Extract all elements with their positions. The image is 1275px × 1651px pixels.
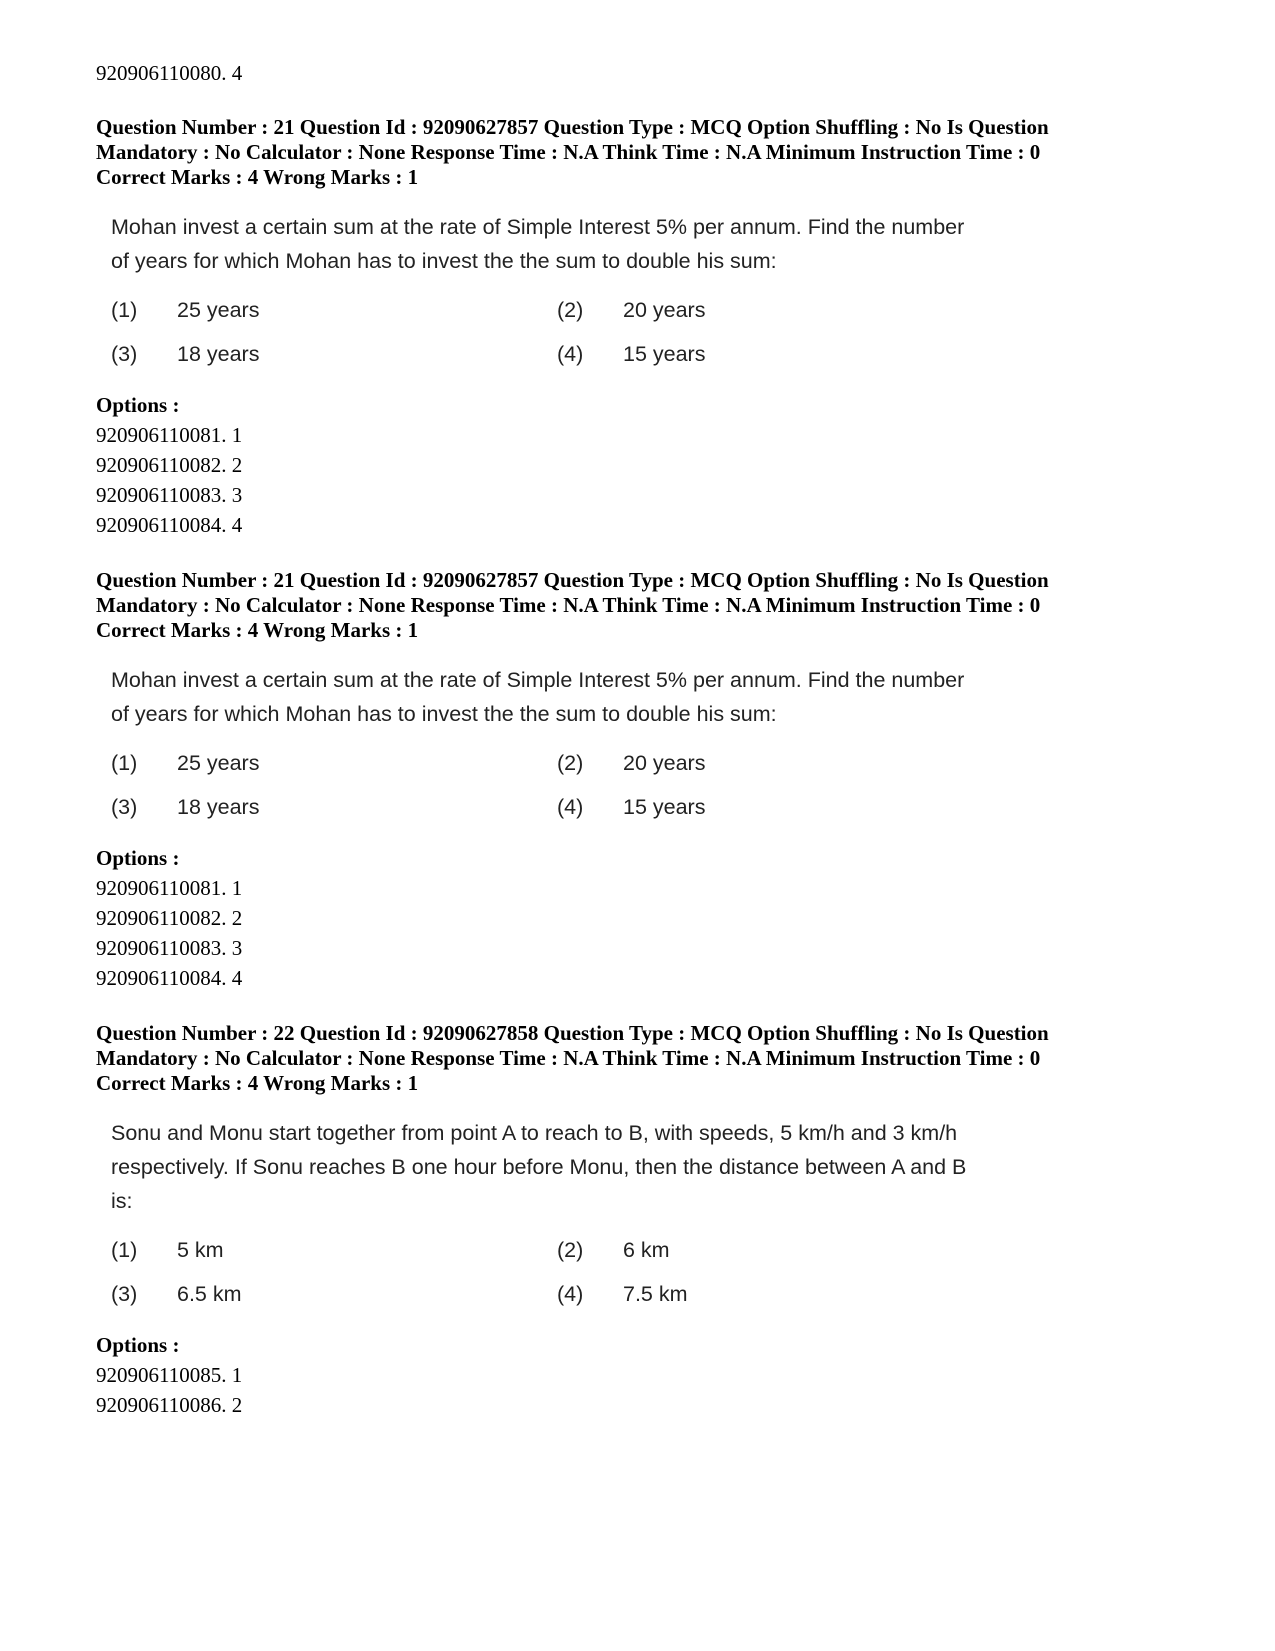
choice-item — [557, 785, 857, 829]
choice-label: 15 years — [623, 794, 706, 819]
choice-item — [111, 785, 557, 829]
option-id-line: 920906110084. 4 — [96, 513, 243, 537]
question-header — [96, 1021, 1186, 1096]
choice-number: (4) — [557, 794, 584, 819]
previous-option-line: 920906110080. 4 — [96, 61, 243, 85]
choice-label: 5 km — [177, 1237, 224, 1262]
choice-grid — [111, 288, 1031, 376]
choice-item — [557, 332, 857, 376]
question-block — [96, 1021, 1186, 1420]
option-id-line: 920906110086. 2 — [96, 1393, 243, 1417]
option-id-line: 920906110083. 3 — [96, 936, 243, 960]
options-heading: Options : — [96, 1333, 180, 1357]
choice-number: (1) — [111, 1237, 138, 1262]
choice-number: (1) — [111, 297, 138, 322]
question-text-line: Sonu and Monu start together from point A to reach to B, with speeds, 5 km/h and 3 km/h — [111, 1121, 958, 1145]
choice-label: 18 years — [177, 794, 260, 819]
question-text-line: respectively. If Sonu reaches B one hour before Monu, then the distance between A and B — [111, 1155, 967, 1179]
option-id-line: 920906110084. 4 — [96, 966, 243, 990]
question-text — [111, 1116, 1031, 1218]
question-header-line: Correct Marks : 4 Wrong Marks : 1 — [96, 1071, 419, 1095]
question-header-line: Question Number : 21 Question Id : 92090627857 Question Type : MCQ Option Shuffling : No Is Question — [96, 115, 1049, 139]
choice-label: 25 years — [177, 750, 260, 775]
option-id-line: 920906110082. 2 — [96, 906, 243, 930]
choice-number: (4) — [557, 341, 584, 366]
choice-item — [111, 1272, 557, 1316]
question-content — [111, 663, 1031, 829]
choice-item — [111, 741, 557, 785]
choice-number: (2) — [557, 297, 584, 322]
question-text-line: Mohan invest a certain sum at the rate of Simple Interest 5% per annum. Find the number — [111, 668, 965, 692]
choice-number: (3) — [111, 341, 138, 366]
question-text-line: is: — [111, 1189, 133, 1213]
question-header — [96, 115, 1186, 190]
choice-item — [111, 288, 557, 332]
question-header-line: Question Number : 21 Question Id : 92090627857 Question Type : MCQ Option Shuffling : No Is Question — [96, 568, 1049, 592]
choice-item — [111, 1228, 557, 1272]
question-header-line: Correct Marks : 4 Wrong Marks : 1 — [96, 165, 419, 189]
options-heading: Options : — [96, 846, 180, 870]
question-text-line: of years for which Mohan has to invest the the sum to double his sum: — [111, 249, 777, 273]
choice-item — [557, 1272, 857, 1316]
choice-label: 20 years — [623, 750, 706, 775]
question-header-line: Mandatory : No Calculator : None Response Time : N.A Think Time : N.A Minimum Instruction Time : 0 — [96, 593, 1041, 617]
question-list — [96, 115, 1186, 1420]
choice-number: (3) — [111, 794, 138, 819]
question-block — [96, 115, 1186, 540]
choice-item — [557, 288, 857, 332]
question-content — [111, 1116, 1031, 1316]
choice-label: 6.5 km — [177, 1281, 242, 1306]
choice-label: 7.5 km — [623, 1281, 688, 1306]
question-header-line: Question Number : 22 Question Id : 92090627858 Question Type : MCQ Option Shuffling : No Is Question — [96, 1021, 1049, 1045]
question-header-line: Mandatory : No Calculator : None Response Time : N.A Think Time : N.A Minimum Instruction Time : 0 — [96, 1046, 1041, 1070]
choice-item — [557, 741, 857, 785]
option-id-line: 920906110082. 2 — [96, 453, 243, 477]
choice-number: (1) — [111, 750, 138, 775]
choice-grid — [111, 741, 1031, 829]
question-text — [111, 210, 1031, 278]
document-page — [96, 58, 1186, 1448]
choice-number: (4) — [557, 1281, 584, 1306]
choice-number: (2) — [557, 1237, 584, 1262]
choice-item — [557, 1228, 857, 1272]
option-id-line: 920906110083. 3 — [96, 483, 243, 507]
question-text-line: of years for which Mohan has to invest the the sum to double his sum: — [111, 702, 777, 726]
choice-grid — [111, 1228, 1031, 1316]
options-heading: Options : — [96, 393, 180, 417]
question-text-line: Mohan invest a certain sum at the rate of Simple Interest 5% per annum. Find the number — [111, 215, 965, 239]
question-block — [96, 568, 1186, 993]
question-header-line: Correct Marks : 4 Wrong Marks : 1 — [96, 618, 419, 642]
question-header — [96, 568, 1186, 643]
choice-number: (3) — [111, 1281, 138, 1306]
choice-item — [111, 332, 557, 376]
choice-label: 6 km — [623, 1237, 670, 1262]
question-text — [111, 663, 1031, 731]
option-id-line: 920906110081. 1 — [96, 423, 243, 447]
choice-label: 18 years — [177, 341, 260, 366]
choice-label: 15 years — [623, 341, 706, 366]
choice-label: 25 years — [177, 297, 260, 322]
question-header-line: Mandatory : No Calculator : None Response Time : N.A Think Time : N.A Minimum Instruction Time : 0 — [96, 140, 1041, 164]
option-id-line: 920906110081. 1 — [96, 876, 243, 900]
choice-label: 20 years — [623, 297, 706, 322]
option-id-line: 920906110085. 1 — [96, 1363, 243, 1387]
question-content — [111, 210, 1031, 376]
choice-number: (2) — [557, 750, 584, 775]
